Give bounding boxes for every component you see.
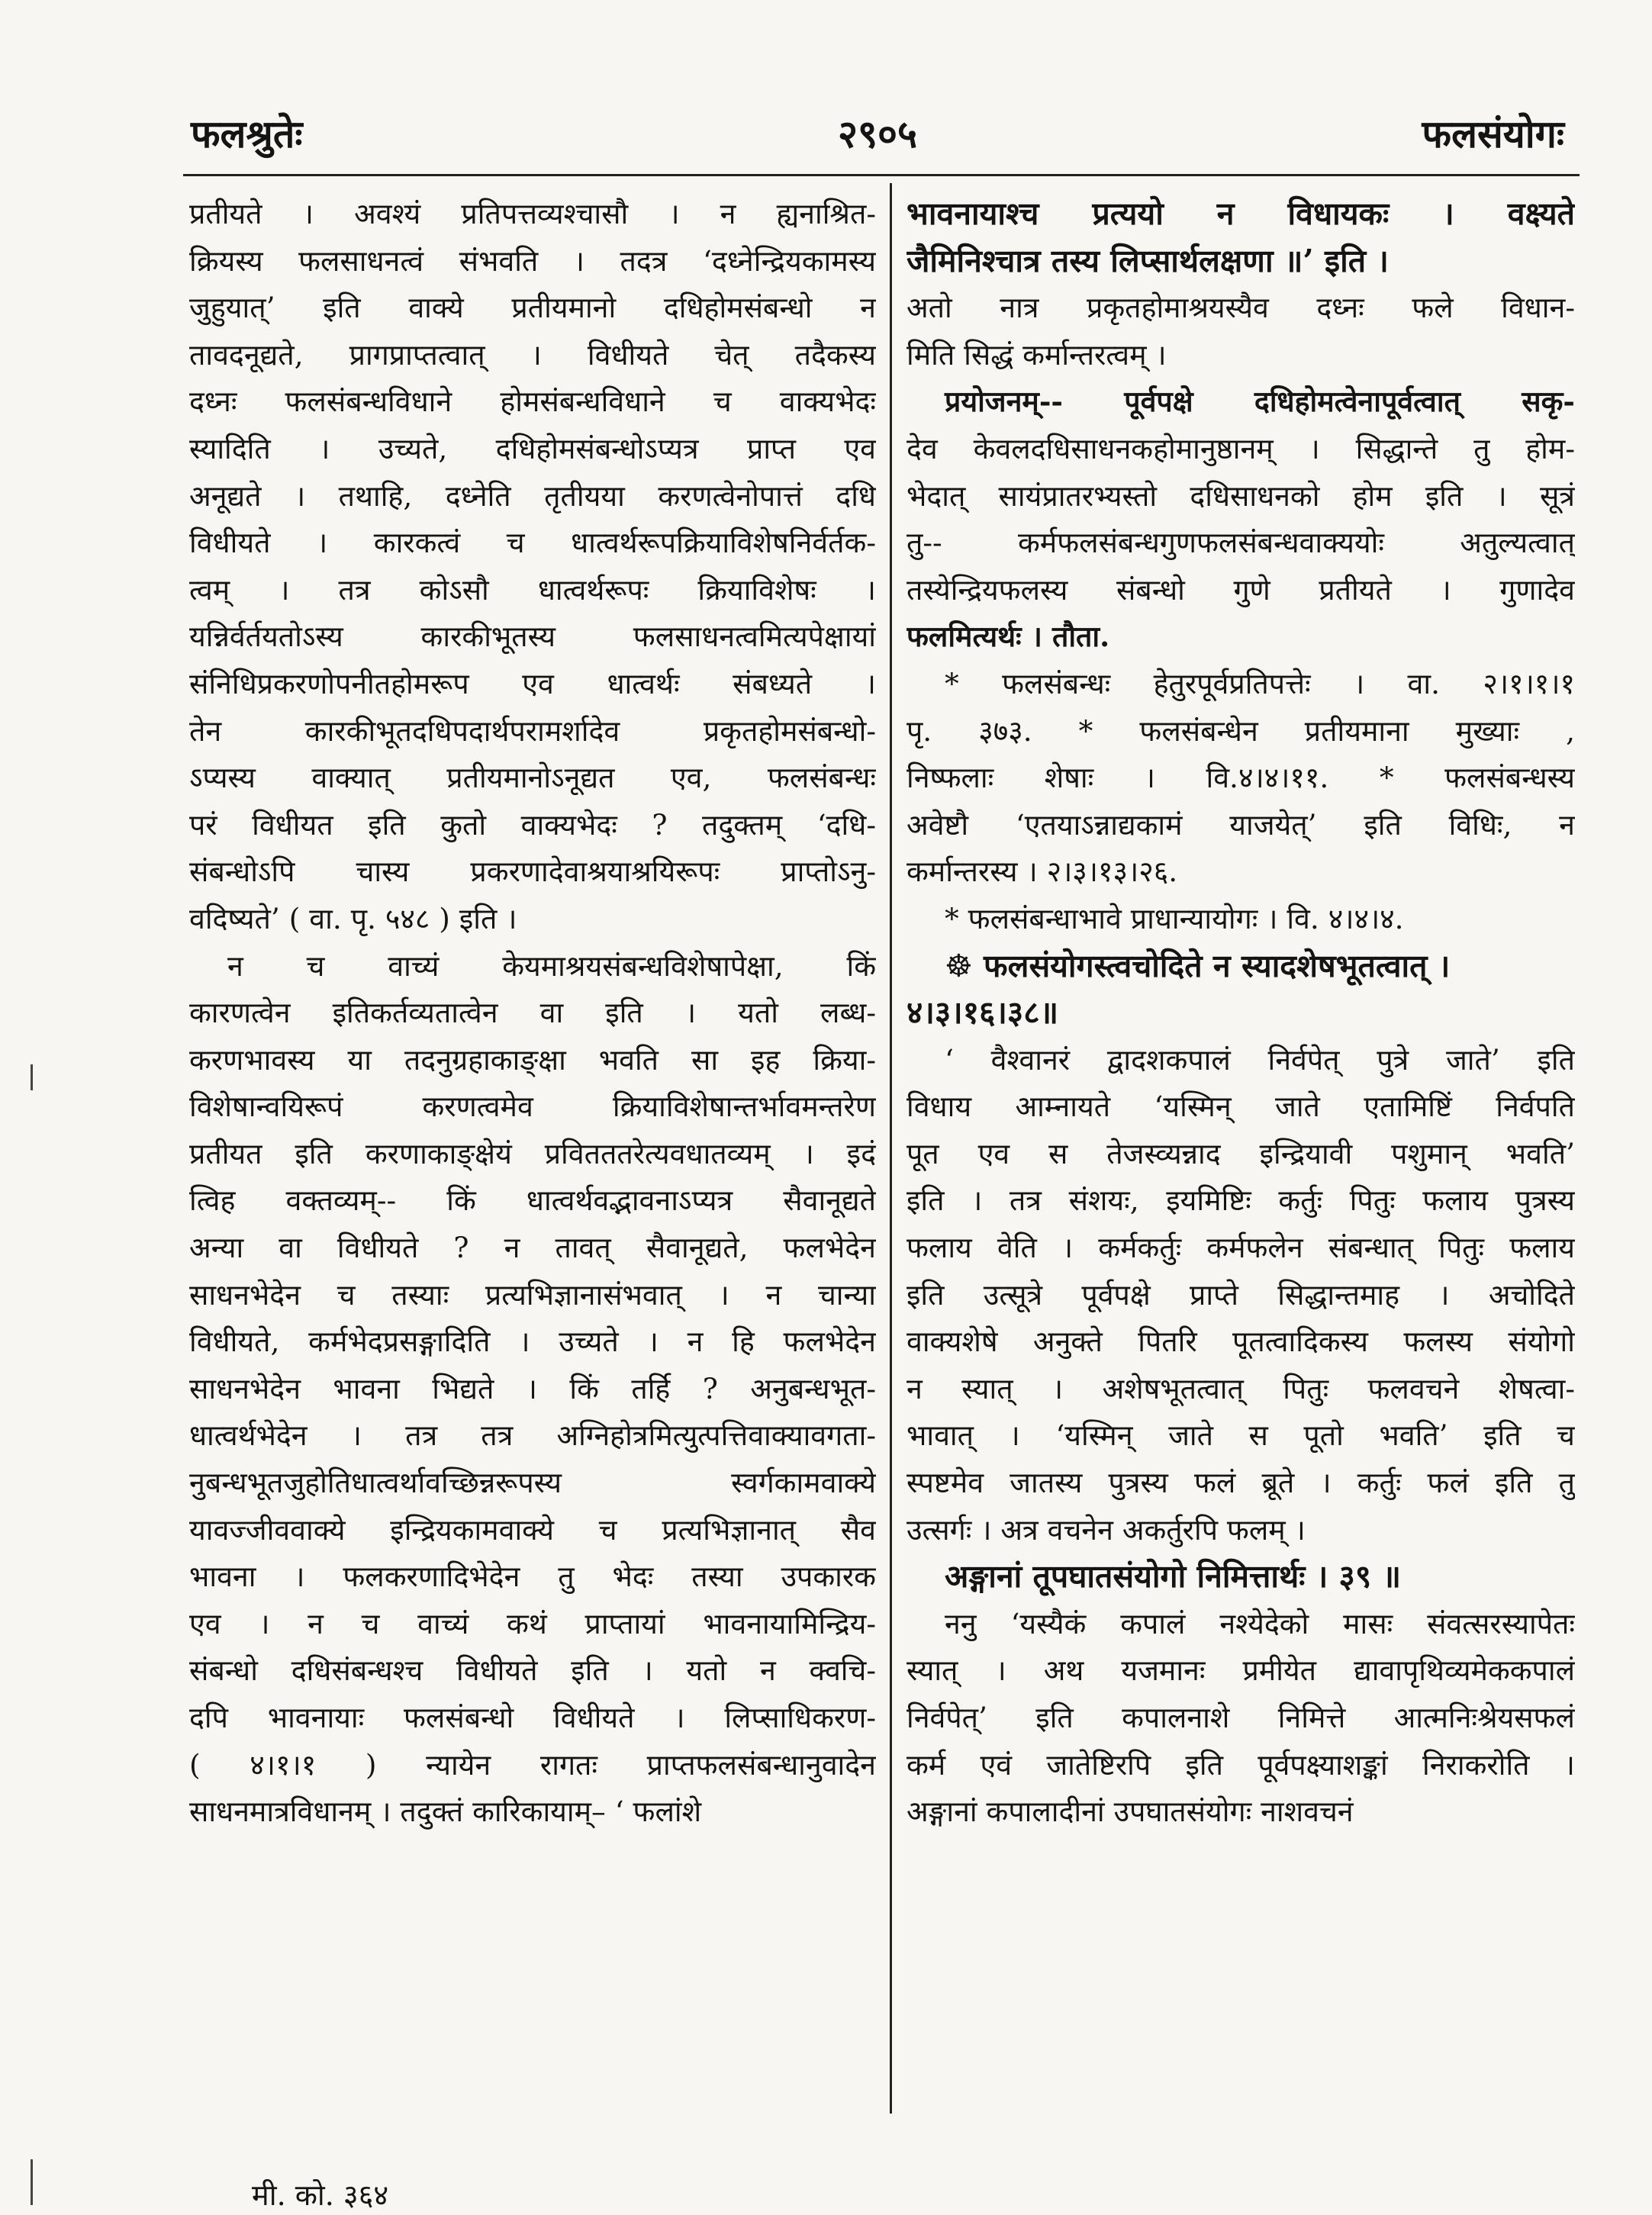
text-line: विधीयते । कारकत्वं च धात्वर्थरूपक्रियाविशेषनिर्वर्तक- [189,526,876,560]
text-line: जैमिनिश्चात्र तस्य लिप्सार्थलक्षणा ॥’ इति । [907,242,1389,279]
text-line: ( ४।१।१ ) न्यायेन रागतः प्राप्तफलसंबन्धानुवादेन [189,1747,876,1782]
text-line: संबन्धो दधिसंबन्धश्च विधीयते इति । यतो न क्वचि- [189,1653,876,1688]
text-line: भेदात् सायंप्रातरभ्यस्तो दधिसाधनको होम इति । सूत्रं [907,478,1575,513]
running-head-left: फलश्रुतेः [191,111,303,156]
text-line: यावज्जीववाक्ये इन्द्रियकामवाक्ये च प्रत्यभिज्ञानात् सैव [189,1512,876,1547]
text-line: करणभावस्य या तदनुग्रहाकाङ्क्षा भवति सा इह क्रिया- [189,1042,876,1077]
page-header [191,107,1564,160]
text-line: विधाय आम्नायते ‘यस्मिन् जाते एतामिष्टिं निर्वपति [907,1090,1575,1124]
text-line: क्रियस्य फलसाधनत्वं संभवति । तदत्र ‘दध्नेन्द्रियकामस्य [189,243,876,278]
text-line: प्रतीयत इति करणाकाङ्क्षेयं प्रवितततरेत्यवधातव्यम् । इदं [189,1136,876,1170]
text-line: दध्नः फलसंबन्धविधाने होमसंबन्धविधाने च वाक्यभेदः [189,385,876,419]
page-number: २९०५ [838,111,917,156]
running-head-right: फलसंयोगः [1422,111,1564,156]
text-line: कर्म एवं जातेष्टिरपि इति पूर्वपक्ष्याशङ्कां निराकरोति । [907,1747,1575,1782]
text-line: स्यादिति । उच्यते, दधिहोमसंबन्धोऽप्यत्र प्राप्त एव [189,431,876,465]
column-divider [890,183,892,2114]
margin-mark [31,1064,33,1090]
text-line: जुहुयात्’ इति वाक्ये प्रतीयमानो दधिहोमसंबन्धो न [189,291,876,325]
text-line: ‘ वैश्वानरं द्वादशकपालं निर्वपेत् पुत्रे जाते’ इति [945,1042,1575,1077]
footer-signature: मी. को. ३६४ [252,2178,389,2212]
text-line: अतो नात्र प्रकृतहोमाश्रयस्यैव दध्नः फले विधान- [907,291,1575,325]
text-line: न च वाच्यं केयमाश्रयसंबन्धविशेषापेक्षा, किं [227,948,876,983]
text-line: परं विधीयत इति कुतो वाक्यभेदः ? तदुक्तम् ‘दधि- [189,807,876,842]
text-line: तु-- कर्मफलसंबन्धगुणफलसंबन्धवाक्ययोः अतुल्यत्वात् [907,526,1575,560]
text-line: प्रतीयते । अवश्यं प्रतिपत्तव्यश्चासौ । न ह्यनाश्रित- [189,197,876,230]
text-line: दपि भावनायाः फलसंबन्धो विधीयते । लिप्साधिकरण- [189,1701,876,1734]
text-line: इति । तत्र संशयः, इयमिष्टिः कर्तुः पितुः फलाय पुत्रस्य [907,1183,1575,1218]
text-line: कर्मान्तरस्य । २।३।१३।२६. [907,855,1178,889]
text-line: वाक्यशेषे अनुक्ते पितरि पूतत्वादिकस्य फलस्य संयोगो [907,1325,1575,1359]
text-line: एव । न च वाच्यं कथं प्राप्तायां भावनायामिन्द्रिय- [189,1606,876,1640]
text-line: भावनायाश्च प्रत्ययो न विधायकः । वक्ष्यते [907,195,1575,232]
text-line: विधीयते, कर्मभेदप्रसङ्गादिति । उच्यते । न हि फलभेदेन [189,1325,876,1359]
text-line: साधनभेदेन भावना भिद्यते । किं तर्हि ? अनुबन्धभूत- [189,1371,876,1405]
margin-mark [31,2159,33,2205]
text-line: निर्वपेत्’ इति कपालनाशे निमित्ते आत्मनिःश्रेयसफलं [907,1701,1575,1734]
text-line: ऽप्यस्य वाक्यात् प्रतीयमानोऽनूद्यत एव, फलसंबन्धः [189,761,876,795]
text-line: तावदनूद्यते, प्रागप्राप्तत्वात् । विधीयते चेत् तदैकस्य [189,337,876,372]
text-line: फलमित्यर्थः । तौता. [907,620,1110,654]
text-line: प्रयोजनम्-- पूर्वपक्षे दधिहोमत्वेनापूर्वत्वात् सकृ- [945,385,1575,419]
text-line: अवेष्टौ ‘एतयाऽन्नाद्यकामं याजयेत्’ इति विधिः, न [907,807,1575,842]
text-line: * फलसंबन्धः हेतुरपूर्वप्रतिपत्तेः । वा. २।१।१।१ [945,666,1575,700]
left-column [189,191,876,1836]
text-line: ४।३।१६।३८॥ [907,994,1059,1032]
text-line: देव केवलदधिसाधनकहोमानुष्ठानम् । सिद्धान्ते तु होम- [907,431,1575,465]
text-line: अनूद्यते । तथाहि, दध्नेति तृतीयया करणत्वेनोपात्तं दधि [189,478,876,513]
text-line: विशेषान्वयिरूपं करणत्वमेव क्रियाविशेषान्तर्भावमन्तरेण [189,1090,876,1124]
text-line: तस्येन्द्रियफलस्य संबन्धो गुणे प्रतीयते । गुणादेव [907,572,1575,607]
text-line: साधनमात्रविधानम् । तदुक्तं कारिकायाम्– ‘ फलांशे [189,1795,702,1829]
text-line: * फलसंबन्धाभावे प्राधान्यायोगः । वि. ४।४।४. [945,901,1404,935]
text-line: ☸ फलसंयोगस्त्वचोदिते न स्यादशेषभूतत्वात् । [945,947,1451,984]
text-line: तेन कारकीभूतदधिपदार्थपरामर्शादेव प्रकृतहोमसंबन्धो- [189,713,876,748]
text-line: यन्निर्वर्तयतोऽस्य कारकीभूतस्य फलसाधनत्वमित्यपेक्षायां [189,620,876,654]
text-line: स्पष्टमेव जातस्य पुत्रस्य फलं ब्रूते । कर्तुः फलं इति तु [907,1466,1575,1500]
text-line: अन्या वा विधीयते ? न तावत् सैवानूद्यते, फलभेदेन [189,1231,876,1265]
text-line: स्यात् । अथ यजमानः प्रमीयेत द्यावापृथिव्यमेककपालं [907,1653,1575,1688]
text-line: नुबन्धभूतजुहोतिधात्वर्थावच्छिन्नरूपस्य स्वर्गकामवाक्ये [189,1466,876,1500]
text-line: उत्सर्गः । अत्र वचनेन अकर्तुरपि फलम् । [907,1512,1306,1547]
text-line: संनिधिप्रकरणोपनीतहोमरूप एव धात्वर्थः संबध्यते । [189,666,876,700]
text-line: न स्यात् । अशेषभूतत्वात् पितुः फलवचने शेषत्वा- [907,1371,1575,1405]
text-line: फलाय वेति । कर्मकर्तुः कर्मफलेन संबन्धात् पितुः फलाय [907,1231,1575,1265]
header-rule [183,174,1580,176]
text-line: कारणत्वेन इतिकर्तव्यतात्वेन वा इति । यतो लब्ध- [189,996,876,1030]
text-line: अङ्गानां कपालादीनां उपघातसंयोगः नाशवचनं [907,1795,1354,1829]
text-line: अङ्गानां तूपघातसंयोगो निमित्तार्थः । ३९ ॥ [945,1558,1402,1595]
text-line: भावना । फलकरणादिभेदेन तु भेदः तस्या उपकारक [189,1560,876,1594]
text-line: त्वम् । तत्र कोऽसौ धात्वर्थरूपः क्रियाविशेषः । [189,572,876,607]
text-line: वदिष्यते’ ( वा. पृ. ५४८ ) इति । [189,901,517,935]
right-column [907,191,1575,1836]
text-line: साधनभेदेन च तस्याः प्रत्यभिज्ञानासंभवात् । न चान्या [189,1277,876,1312]
text-line: त्विह वक्तव्यम्-- किं धात्वर्थवद्भावनाऽप्यत्र सैवानूद्यते [189,1183,876,1218]
text-line: ननु ‘यस्यैकं कपालं नश्येदेको मासः संवत्सरस्यापेतः [945,1606,1575,1640]
text-line: मिति सिद्धं कर्मान्तरत्वम् । [907,337,1167,372]
text-line: धात्वर्थभेदेन । तत्र तत्र अग्निहोत्रमित्युत्पत्तिवाक्यावगता- [189,1418,876,1453]
text-line: पृ. ३७३. * फलसंबन्धेन प्रतीयमाना मुख्याः , [907,713,1575,748]
text-line: निष्फलाः शेषाः । वि.४।४।११. * फलसंबन्धस्य [907,761,1575,795]
text-line: भावात् । ‘यस्मिन् जाते स पूतो भवति’ इति च [907,1418,1575,1453]
text-line: पूत एव स तेजस्व्यन्नाद इन्द्रियावी पशुमान् भवति’ [907,1136,1575,1170]
text-line: इति उत्सूत्रे पूर्वपक्षे प्राप्ते सिद्धान्तमाह । अचोदिते [907,1277,1575,1312]
text-line: संबन्धोऽपि चास्य प्रकरणादेवाश्रयाश्रयिरूपः प्राप्तोऽनु- [189,855,876,889]
